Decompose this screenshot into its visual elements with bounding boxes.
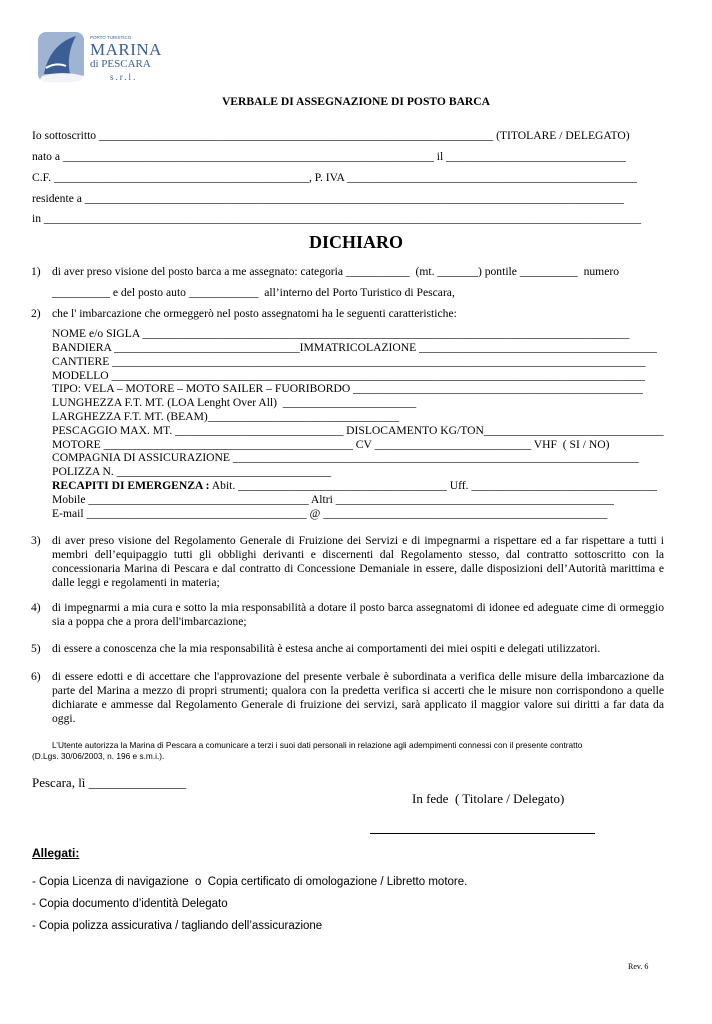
- boat-bandiera[interactable]: BANDIERA ________________________________IMMATRICOLAZIONE _________________________________________: [52, 341, 657, 354]
- allegato-1: - Copia Licenza di navigazione o Copia certificato di omologazione / Libretto motore.: [32, 876, 468, 888]
- emergency-email[interactable]: E-mail ______________________________________ @ _________________________________________________: [52, 507, 608, 520]
- item6-text: di essere edotti e di accettare che l'approvazione del presente verbale è subordinata a verifica delle misure della imbarcazione da parte del Marina a mezzo di propri strumenti; qualora con la predetta verifica si accerti che le misure non corrispondono a quelle dichiarate e ammesse dal Regolamento Generale di fruizione dei servizi, sarà applicato il maggior valore sui diritti a far data da oggi.: [52, 670, 664, 725]
- field-in[interactable]: in _______________________________________________________________________________________________________: [32, 212, 641, 225]
- item2-text: che l' imbarcazione che ormeggerò nel posto assegnatomi ha le seguenti caratteristiche:: [52, 307, 457, 320]
- boat-pescaggio[interactable]: PESCAGGIO MAX. MT. _____________________________ DISLOCAMENTO KG/TON_______________________________: [52, 424, 664, 437]
- logo-line4: s.r.l.: [110, 72, 138, 82]
- document-title: VERBALE DI ASSEGNAZIONE DI POSTO BARCA: [221, 95, 491, 108]
- field-nato-a[interactable]: nato a ________________________________________________________________ il _______________________________: [32, 150, 626, 163]
- item6-number: 6): [31, 670, 41, 683]
- boat-motore[interactable]: MOTORE ___________________________________________ CV ___________________________ VHF ( SI / NO): [52, 438, 610, 451]
- item1-line1[interactable]: di aver preso visione del posto barca a me assegnato: categoria ___________ (mt. _______) pontile __________ numero: [52, 265, 619, 278]
- allegati-title: Allegati:: [32, 846, 80, 860]
- dichiaro-heading: DICHIARO: [308, 232, 403, 252]
- boat-cantiere[interactable]: CANTIERE ____________________________________________________________________________________________: [52, 355, 646, 368]
- logo-line3: di PESCARA: [90, 58, 151, 70]
- field-io-sottoscritto[interactable]: Io sottoscritto ____________________________________________________________________ (TITOLARE / DELEGATO): [32, 129, 630, 142]
- marina-logo: [36, 30, 162, 90]
- emergency-mobile[interactable]: Mobile ______________________________________ Altri ________________________________________________: [52, 493, 614, 506]
- boat-larghezza[interactable]: LARGHEZZA F.T. MT. (BEAM)_________________________________: [52, 410, 400, 423]
- field-cf-piva[interactable]: C.F. ____________________________________________, P. IVA __________________________________________________: [32, 171, 637, 184]
- boat-nome[interactable]: NOME e/o SIGLA ____________________________________________________________________________________: [52, 327, 630, 340]
- emergency-contacts[interactable]: [52, 479, 657, 492]
- field-residente[interactable]: residente a _____________________________________________________________________________________________: [32, 192, 624, 205]
- place-date[interactable]: Pescara, lì _______________: [32, 775, 187, 790]
- logo-line2: MARINA: [90, 40, 162, 59]
- allegato-3: - Copia polizza assicurativa / tagliando dell’assicurazione: [32, 920, 323, 932]
- emergency-rest[interactable]: Abit. ____________________________________ Uff. ________________________________: [209, 479, 657, 492]
- privacy-line2: (D.Lgs. 30/06/2003, n. 196 e s.m.i.).: [32, 751, 165, 761]
- signature-line[interactable]: [370, 833, 595, 834]
- item5-text: di essere a conoscenza che la mia responsabilità è estesa anche ai comportamenti dei miei ospiti e delegati utilizzatori.: [52, 642, 601, 655]
- boat-modello[interactable]: MODELLO ____________________________________________________________________________________________: [52, 369, 645, 382]
- item4-number: 4): [31, 601, 41, 614]
- item5-number: 5): [31, 642, 41, 655]
- privacy-line1: L’Utente autorizza la Marina di Pescara a comunicare a terzi i suoi dati personali in relazione agli adempimenti connessi con il presente contratto: [52, 740, 583, 750]
- emergency-label: RECAPITI DI EMERGENZA :: [52, 479, 210, 492]
- item1-line2[interactable]: __________ e del posto auto ____________ all’interno del Porto Turistico di Pescara,: [52, 286, 455, 299]
- revision-label: Rev. 6: [628, 962, 649, 971]
- item2-number: 2): [31, 307, 41, 320]
- in-fede: In fede ( Titolare / Delegato): [412, 791, 565, 806]
- item4-text: di impegnarmi a mia cura e sotto la mia responsabilità a dotare il posto barca assegnatomi di idonee ed adeguate cime di ormeggio sia a poppa che a prora dell'imbarcazione;: [52, 601, 664, 628]
- boat-tipo[interactable]: TIPO: VELA – MOTORE – MOTO SAILER – FUORIBORDO __________________________________________________: [52, 382, 643, 395]
- logo-line1: PORTO TURISTICO: [90, 35, 132, 40]
- boat-assicurazione[interactable]: COMPAGNIA DI ASSICURAZIONE ______________________________________________________________________: [52, 451, 639, 464]
- item3-number: 3): [31, 534, 41, 547]
- boat-polizza[interactable]: POLIZZA N. _____________________________________: [52, 465, 332, 478]
- item1-number: 1): [31, 265, 41, 278]
- item3-text: di aver preso visione del Regolamento Generale di Fruizione dei Servizi e di impegnarmi a rispettare ed a far rispettare a tutti i membri dell’equipaggio tutti gli obblighi derivanti e discernenti dal Regolamento stesso, dal contratto sottoscritto con la concessionaria Marina di Pescara e dal contratto di Concessione Demaniale in essere, dalle disposizioni dell’Autorità marittima e dalle leggi e regolamenti in materia;: [52, 534, 664, 589]
- boat-lunghezza[interactable]: LUNGHEZZA F.T. MT. (LOA Lenght Over All) _______________________: [52, 396, 417, 409]
- allegato-2: - Copia documento d’identità Delegato: [32, 898, 228, 910]
